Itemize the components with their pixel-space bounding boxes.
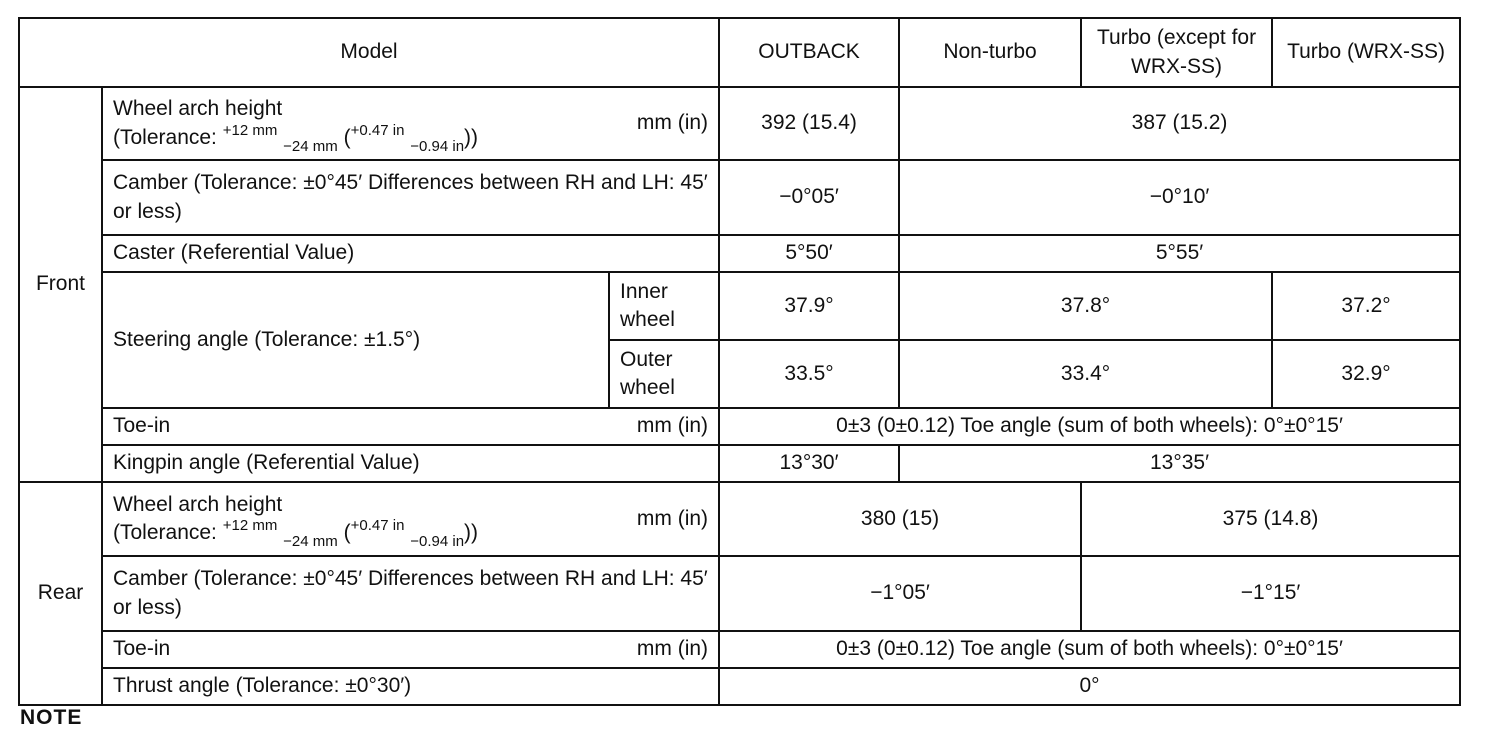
header-row xyxy=(19,18,1460,87)
front-steering-label: Steering angle (Tolerance: ±1.5°) xyxy=(102,272,609,408)
rear-toe-in-row xyxy=(19,631,1460,668)
front-kingpin-outback: 13°30′ xyxy=(719,445,899,482)
front-camber-outback: −0°05′ xyxy=(719,160,899,235)
rear-toe-in-unit: mm (in) xyxy=(609,631,719,668)
rear-camber-left: −1°05′ xyxy=(719,556,1081,631)
rear-thrust-row xyxy=(19,668,1460,705)
front-kingpin-row xyxy=(19,445,1460,482)
front-steering-inner-outback: 37.9° xyxy=(719,272,899,340)
front-steering-inner-mid: 37.8° xyxy=(899,272,1272,340)
front-steering-outer-wrxss: 32.9° xyxy=(1272,340,1460,408)
rear-toe-in-value: 0±3 (0±0.12) Toe angle (sum of both wheels): 0°±0°15′ xyxy=(719,631,1460,668)
front-caster-label: Caster (Referential Value) xyxy=(102,235,719,272)
front-caster-row xyxy=(19,235,1460,272)
front-toe-in-label: Toe-in xyxy=(102,408,609,445)
turbo-wrxss-header: Turbo (WRX-SS) xyxy=(1272,18,1460,87)
front-wheel-arch-others: 387 (15.2) xyxy=(899,87,1460,160)
front-caster-others: 5°55′ xyxy=(899,235,1460,272)
front-camber-others: −0°10′ xyxy=(899,160,1460,235)
front-steering-outer-label: Outer wheel xyxy=(609,340,719,408)
rear-wheel-arch-title: Wheel arch height xyxy=(113,492,283,516)
front-toe-in-row xyxy=(19,408,1460,445)
front-steering-inner-row xyxy=(19,272,1460,340)
front-wheel-arch-label xyxy=(102,87,609,160)
alignment-spec-table xyxy=(18,17,1461,706)
front-camber-row xyxy=(19,160,1460,235)
rear-wheel-arch-left: 380 (15) xyxy=(719,482,1081,556)
front-steering-inner-label: Inner wheel xyxy=(609,272,719,340)
rear-thrust-value: 0° xyxy=(719,668,1460,705)
rear-wheel-arch-row xyxy=(19,482,1460,556)
front-camber-label: Camber (Tolerance: ±0°45′ Differences between RH and LH: 45′ or less) xyxy=(102,160,719,235)
front-caster-outback: 5°50′ xyxy=(719,235,899,272)
front-toe-in-unit: mm (in) xyxy=(609,408,719,445)
rear-wheel-arch-label xyxy=(102,482,609,556)
rear-group-label: Rear xyxy=(19,482,102,705)
front-steering-outer-mid: 33.4° xyxy=(899,340,1272,408)
rear-wheel-arch-right: 375 (14.8) xyxy=(1081,482,1460,556)
turbo-except-header: Turbo (except for WRX-SS) xyxy=(1081,18,1272,87)
rear-toe-in-label: Toe-in xyxy=(102,631,609,668)
front-wheel-arch-title: Wheel arch height xyxy=(113,97,283,121)
note-heading: NOTE xyxy=(20,706,83,729)
front-wheel-arch-row xyxy=(19,87,1460,160)
rear-camber-row xyxy=(19,556,1460,631)
front-kingpin-label: Kingpin angle (Referential Value) xyxy=(102,445,719,482)
front-steering-outer-outback: 33.5° xyxy=(719,340,899,408)
rear-camber-right: −1°15′ xyxy=(1081,556,1460,631)
front-group-label: Front xyxy=(19,87,102,482)
outback-header: OUTBACK xyxy=(719,18,899,87)
front-wheel-arch-unit: mm (in) xyxy=(609,87,719,160)
front-steering-inner-wrxss: 37.2° xyxy=(1272,272,1460,340)
model-header: Model xyxy=(19,18,719,87)
rear-thrust-label: Thrust angle (Tolerance: ±0°30′) xyxy=(102,668,719,705)
rear-wheel-arch-unit: mm (in) xyxy=(609,482,719,556)
nonturbo-header: Non-turbo xyxy=(899,18,1081,87)
front-toe-in-value: 0±3 (0±0.12) Toe angle (sum of both wheels): 0°±0°15′ xyxy=(719,408,1460,445)
front-kingpin-others: 13°35′ xyxy=(899,445,1460,482)
rear-wheel-arch-tolerance: (Tolerance: $^{+12 mm}$ $_{-24 mm}$ ($^{+0.47 in}$ $_{-0.94 in}$)) xyxy=(113,517,479,550)
rear-camber-label: Camber (Tolerance: ±0°45′ Differences between RH and LH: 45′ or less) xyxy=(102,556,719,631)
front-wheel-arch-tolerance: (Tolerance: $^{+12 mm}$ $_{-24 mm}$ ($^{+0.47 in}$ $_{-0.94 in}$)) xyxy=(113,121,479,155)
front-wheel-arch-outback: 392 (15.4) xyxy=(719,87,899,160)
